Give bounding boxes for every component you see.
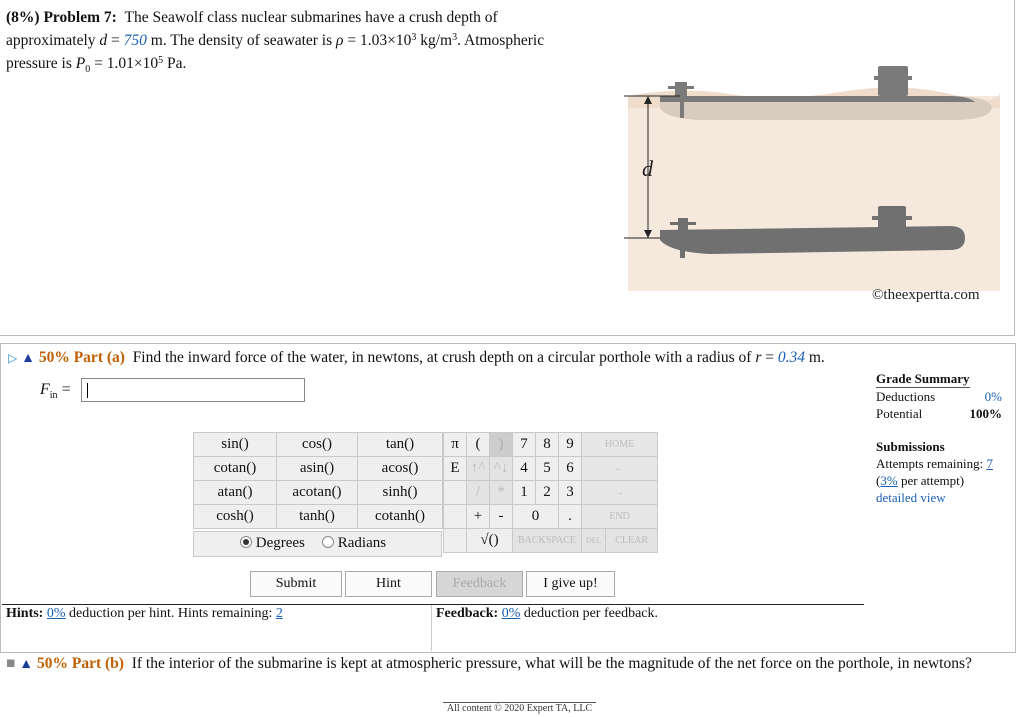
part-b-label[interactable]: 50% Part (b): [36, 655, 124, 672]
key-end[interactable]: END: [582, 505, 658, 529]
potential-value: 100%: [969, 406, 1002, 421]
feedback-pct: 0%: [501, 606, 521, 621]
key-cos[interactable]: cos(): [277, 433, 358, 457]
give-up-button[interactable]: I give up!: [526, 571, 615, 597]
feedback-button[interactable]: Feedback: [436, 571, 523, 597]
rho-value: 1.03×10: [359, 32, 412, 49]
depth-label: d: [642, 156, 653, 181]
key-cotanh[interactable]: cotanh(): [358, 505, 443, 529]
warning-icon: ▲: [21, 351, 35, 366]
problem-text-2a: approximately: [6, 32, 96, 49]
problem-statement: [6, 6, 616, 81]
key-tanh[interactable]: tanh(): [277, 505, 358, 529]
per-attempt-pct: 3%: [880, 473, 898, 488]
radians-option[interactable]: Radians: [322, 535, 386, 552]
radius-value: 0.34: [777, 349, 805, 366]
collapse-icon[interactable]: ■: [6, 655, 16, 672]
hint-button[interactable]: Hint: [345, 571, 432, 597]
part-a-header: [8, 349, 825, 367]
function-keypad: [193, 432, 443, 529]
key-sin[interactable]: sin(): [194, 433, 277, 457]
divider: [431, 605, 432, 651]
problem-number: Problem 7:: [43, 9, 117, 26]
problem-text-2b: m. The density of seawater is: [150, 32, 333, 49]
key-sqrt[interactable]: √(): [467, 529, 513, 553]
key-4[interactable]: 4: [513, 457, 536, 481]
key-blank: [444, 481, 467, 505]
key-1[interactable]: 1: [513, 481, 536, 505]
key-cosh[interactable]: cosh(): [194, 505, 277, 529]
number-keypad: [443, 432, 658, 553]
key-2[interactable]: 2: [536, 481, 559, 505]
key-up[interactable]: ↑^: [467, 457, 490, 481]
pressure-sub: 0: [85, 64, 91, 76]
key-blank: [444, 529, 467, 553]
key-multiply[interactable]: *: [490, 481, 513, 505]
key-5[interactable]: 5: [536, 457, 559, 481]
key-left[interactable]: ←: [582, 457, 658, 481]
key-8[interactable]: 8: [536, 433, 559, 457]
key-right[interactable]: →: [582, 481, 658, 505]
answer-label: $F_{in}$ =: [40, 381, 71, 402]
hints-pct: 0%: [46, 606, 66, 621]
eq-sign: =: [347, 32, 357, 49]
play-icon[interactable]: ▷: [8, 351, 18, 365]
answer-input[interactable]: [81, 378, 305, 402]
submit-button[interactable]: Submit: [250, 571, 342, 597]
key-backspace[interactable]: BACKSPACE: [513, 529, 582, 553]
key-minus[interactable]: -: [490, 505, 513, 529]
pressure-exponent: 5: [158, 55, 164, 66]
eq-sign: =: [94, 55, 103, 72]
pressure-var: P: [75, 55, 86, 72]
key-dot[interactable]: .: [559, 505, 582, 529]
submarine-figure: [620, 58, 1000, 308]
rho-var: ρ: [336, 32, 344, 49]
key-divide[interactable]: /: [467, 481, 490, 505]
rho-unit-exponent: 3: [452, 32, 458, 43]
problem-text-3a: pressure is: [6, 55, 72, 72]
problem-prefix: (8%): [6, 9, 40, 26]
grade-title: Grade Summary: [876, 371, 970, 386]
warning-icon: ▲: [19, 657, 34, 672]
key-9[interactable]: 9: [559, 433, 582, 457]
water-area: [628, 96, 1000, 291]
depth-var: d: [99, 32, 108, 49]
hints-info: Hints: 0% deduction per hint. Hints remaining: 2: [6, 606, 283, 621]
key-3[interactable]: 3: [559, 481, 582, 505]
pressure-unit: Pa.: [166, 55, 187, 72]
deductions-value: 0%: [984, 389, 1002, 404]
hints-remaining: 2: [275, 606, 283, 621]
key-0[interactable]: 0: [513, 505, 559, 529]
key-acotan[interactable]: acotan(): [277, 481, 358, 505]
key-tan[interactable]: tan(): [358, 433, 443, 457]
text-cursor: [87, 383, 88, 398]
figure-copyright: ©theexpertta.com: [872, 287, 980, 303]
detailed-view-link[interactable]: detailed view: [876, 490, 946, 505]
divider: [2, 604, 864, 605]
problem-text-2c: . Atmospheric: [457, 32, 545, 49]
grade-summary: Grade Summary Deductions 0% Potential 100%: [876, 371, 1002, 421]
depth-value: 750: [123, 32, 147, 49]
feedback-info: Feedback: 0% deduction per feedback.: [436, 606, 658, 621]
key-acos[interactable]: acos(): [358, 457, 443, 481]
key-e[interactable]: E: [444, 457, 467, 481]
radius-unit: m.: [808, 349, 825, 366]
radio-icon[interactable]: [322, 536, 334, 548]
key-pi[interactable]: π: [444, 433, 467, 457]
degrees-option[interactable]: Degrees: [240, 535, 305, 552]
part-a-label: 50% Part (a): [38, 349, 125, 366]
key-rparen[interactable]: ): [490, 433, 513, 457]
angle-mode: [193, 531, 442, 557]
key-clear[interactable]: CLEAR: [606, 529, 658, 553]
radius-var: r: [755, 349, 762, 366]
rho-unit: kg/m: [420, 32, 453, 49]
pressure-value: 1.01×10: [106, 55, 159, 72]
key-lparen[interactable]: (: [467, 433, 490, 457]
key-home[interactable]: HOME: [582, 433, 658, 457]
submissions-panel: Submissions Attempts remaining: 7 (3% per attempt) detailed view: [876, 438, 1006, 506]
part-b-header: [6, 653, 1006, 676]
rho-exponent: 3: [411, 32, 417, 43]
key-del[interactable]: DEL: [582, 529, 606, 553]
key-sinh[interactable]: sinh(): [358, 481, 443, 505]
key-asin[interactable]: asin(): [277, 457, 358, 481]
footer-copyright: All content © 2020 Expert TA, LLC: [443, 702, 596, 717]
key-atan[interactable]: atan(): [194, 481, 277, 505]
key-blank: [444, 505, 467, 529]
attempts-remaining: 7: [986, 456, 993, 471]
key-7[interactable]: 7: [513, 433, 536, 457]
eq-sign: =: [111, 32, 120, 49]
radio-selected-icon[interactable]: [240, 536, 252, 548]
key-6[interactable]: 6: [559, 457, 582, 481]
eq-sign: =: [765, 349, 774, 366]
key-down[interactable]: ^↓: [490, 457, 513, 481]
problem-text-1: The Seawolf class nuclear submarines have a crush depth of: [124, 9, 498, 26]
key-plus[interactable]: +: [467, 505, 490, 529]
part-a-text: Find the inward force of the water, in newtons, at crush depth on a circular porthole with a radius of: [132, 349, 752, 366]
part-b-text: If the interior of the submarine is kept at atmospheric pressure, what will be the magnitude of the net force on the porthole, in newtons?: [131, 655, 972, 672]
key-cotan[interactable]: cotan(): [194, 457, 277, 481]
